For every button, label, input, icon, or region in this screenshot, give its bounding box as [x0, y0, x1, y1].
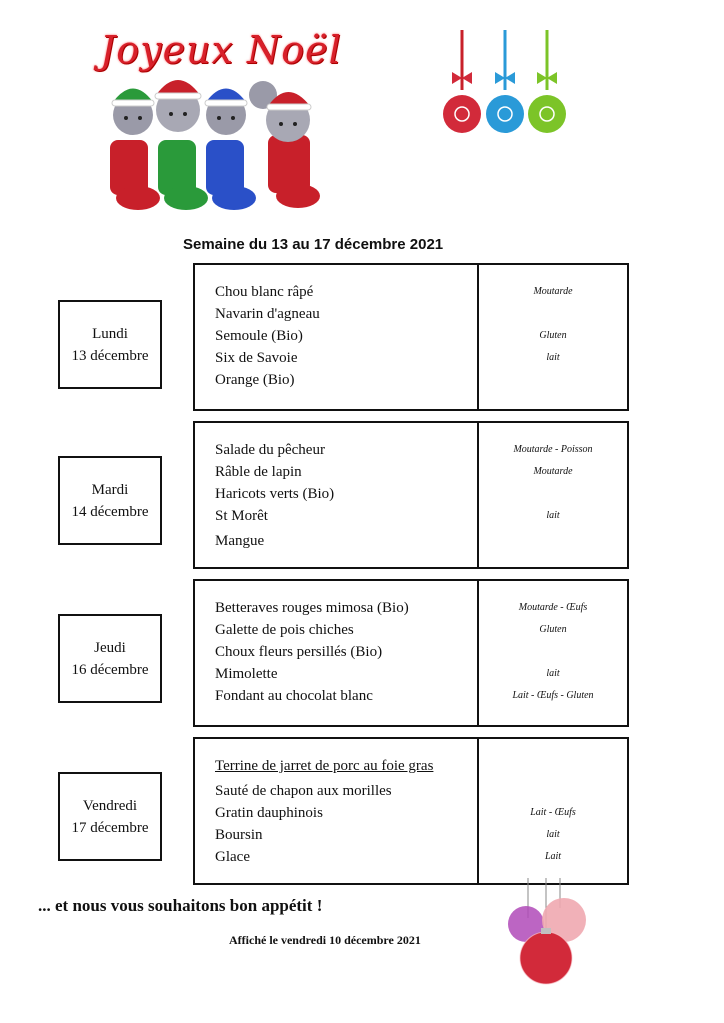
allergen [479, 369, 627, 391]
allergen [479, 755, 627, 777]
day-date: 13 décembre [71, 347, 149, 364]
menu-box-mardi [193, 421, 629, 569]
glitter-ornaments-image [498, 878, 594, 988]
allergen-list [479, 423, 627, 567]
day-date: 14 décembre [71, 503, 149, 520]
dish: Betteraves rouges mimosa (Bio) [215, 600, 409, 616]
posted-date: Affiché le vendredi 10 décembre 2021 [229, 933, 421, 947]
allergen: lait [546, 352, 560, 363]
dish: Choux fleurs persillés (Bio) [215, 644, 383, 660]
day-date: 17 décembre [71, 819, 149, 836]
dish-list [195, 423, 479, 567]
dish: Râble de lapin [215, 464, 302, 480]
dish-list [195, 265, 479, 409]
allergen: Lait - Œufs [530, 807, 576, 818]
allergen: Moutarde - Œufs [518, 602, 588, 613]
allergen-list [479, 581, 627, 725]
dish: Galette de pois chiches [215, 622, 354, 638]
allergen: Moutarde [533, 286, 573, 297]
dish: Boursin [215, 827, 263, 843]
day-box-vendredi [58, 772, 162, 861]
menu-box-jeudi [193, 579, 629, 727]
dish: Semoule (Bio) [215, 328, 303, 344]
allergen: Moutarde - Poisson [513, 444, 593, 455]
dish: Mimolette [215, 666, 278, 682]
dish-list [195, 581, 479, 725]
allergen: Gluten [539, 330, 567, 341]
day-name: Vendredi [82, 797, 138, 814]
greeting-title: Joyeux Noël [100, 28, 342, 72]
dish: Orange (Bio) [215, 372, 295, 388]
teddy-bears-stockings-image [98, 70, 338, 215]
allergen: Lait - Œufs - Gluten [512, 690, 594, 701]
day-box-jeudi [58, 614, 162, 703]
day-name: Mardi [91, 481, 129, 498]
allergen [479, 527, 627, 549]
allergen [479, 303, 627, 325]
dish: Navarin d'agneau [215, 306, 320, 322]
allergen [479, 777, 627, 799]
bon-appetit-message: ... et nous vous souhaitons bon appétit ! [38, 896, 323, 915]
day-date: 16 décembre [71, 661, 149, 678]
allergen: Gluten [539, 624, 567, 635]
dish: Six de Savoie [215, 350, 298, 366]
menu-box-vendredi [193, 737, 629, 885]
allergen [479, 641, 627, 663]
dish: Terrine de jarret de porc au foie gras [215, 758, 434, 774]
allergen: lait [546, 829, 560, 840]
allergen [479, 483, 627, 505]
week-title: Semaine du 13 au 17 décembre 2021 [183, 236, 444, 253]
dish: Glace [215, 849, 250, 865]
hanging-ornaments-image [440, 30, 570, 140]
dish-list [195, 739, 479, 883]
allergen-list [479, 265, 627, 409]
menu-box-lundi [193, 263, 629, 411]
day-name: Lundi [92, 325, 128, 342]
day-box-mardi [58, 456, 162, 545]
allergen: Moutarde [533, 466, 573, 477]
dish: Gratin dauphinois [215, 805, 323, 821]
dish: St Morêt [215, 508, 268, 524]
allergen: lait [546, 668, 560, 679]
allergen: Lait [544, 851, 562, 862]
dish: Sauté de chapon aux morilles [215, 783, 392, 799]
dish: Mangue [215, 533, 265, 549]
dish: Chou blanc râpé [215, 284, 314, 300]
dish: Haricots verts (Bio) [215, 486, 335, 502]
day-box-lundi [58, 300, 162, 389]
dish: Salade du pêcheur [215, 442, 325, 458]
dish: Fondant au chocolat blanc [215, 688, 373, 704]
allergen-list [479, 739, 627, 883]
day-name: Jeudi [94, 639, 126, 656]
allergen: lait [546, 510, 560, 521]
